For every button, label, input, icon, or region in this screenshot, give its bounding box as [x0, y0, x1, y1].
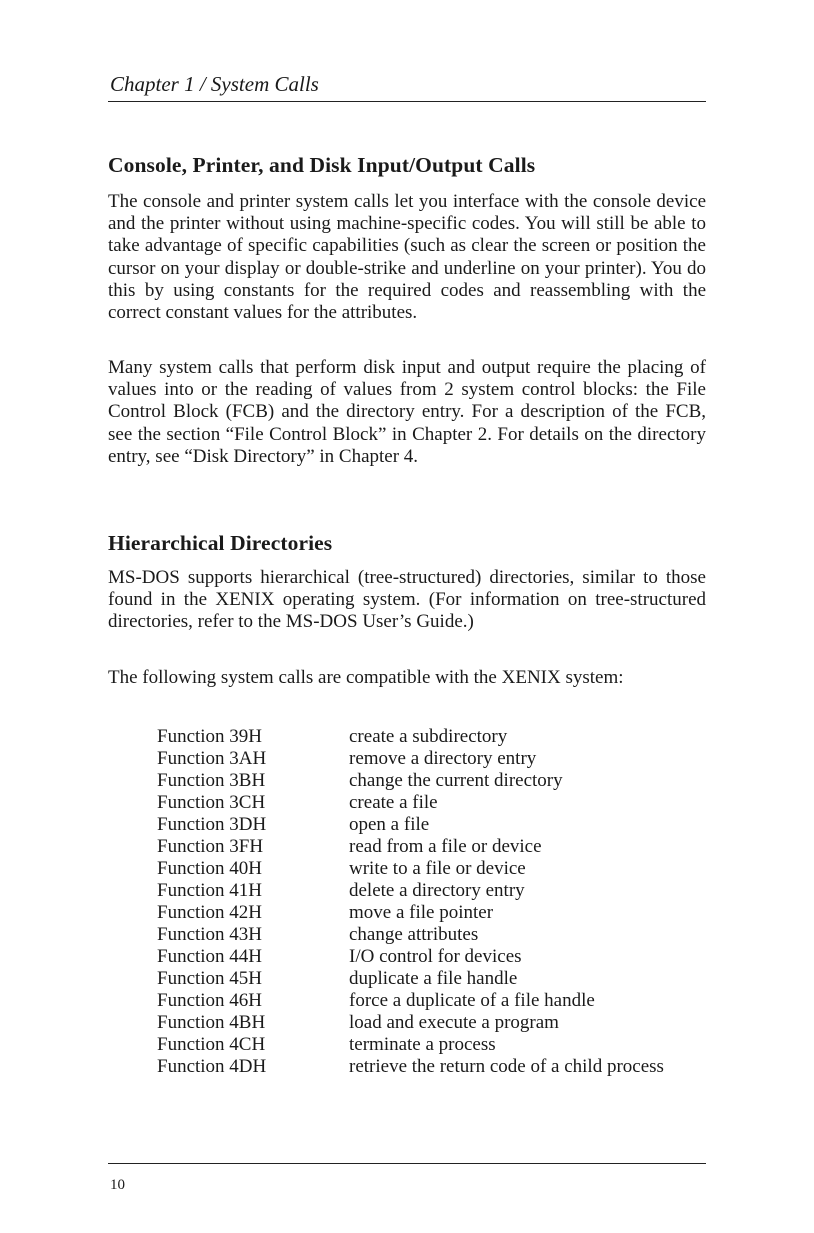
function-row-39h — [157, 726, 706, 748]
function-description: terminate a process — [349, 1034, 496, 1055]
function-description: read from a file or device — [349, 836, 542, 857]
function-description: remove a directory entry — [349, 748, 537, 769]
paragraph-xenix-compat: The following system calls are compatible with the XENIX system: — [108, 667, 624, 688]
function-name: Function 3AH — [157, 748, 267, 769]
section-heading-hierarchical-directories: Hierarchical Directories — [108, 531, 333, 555]
function-name: Function 3BH — [157, 770, 266, 791]
function-description: move a file pointer — [349, 902, 494, 923]
function-name: Function 45H — [157, 968, 263, 989]
function-name: Function 3FH — [157, 836, 264, 857]
function-name: Function 3DH — [157, 814, 267, 835]
function-row-4dh — [157, 1056, 706, 1078]
function-name: Function 4BH — [157, 1012, 266, 1033]
section-heading-console-io: Console, Printer, and Disk Input/Output Calls — [108, 153, 536, 177]
function-description: create a subdirectory — [349, 726, 508, 747]
function-description: load and execute a program — [349, 1012, 559, 1033]
function-description: I/O control for devices — [349, 946, 522, 967]
function-name: Function 41H — [157, 880, 263, 901]
function-row-3fh — [157, 836, 706, 858]
function-name: Function 4CH — [157, 1034, 266, 1055]
function-row-46h — [157, 990, 706, 1012]
function-row-4bh — [157, 1012, 706, 1034]
function-row-3ch — [157, 792, 706, 814]
function-row-45h — [157, 968, 706, 990]
running-head: Chapter 1 / System Calls — [110, 72, 319, 96]
function-name: Function 4DH — [157, 1056, 267, 1077]
function-description: change attributes — [349, 924, 479, 945]
paragraph-hierarchical-intro: MS-DOS supports hierarchical (tree-structured) directories, similar to those found in the XENIX operating system. (For information on tree-structured directories, refer to the MS-DOS User’s Guide.) — [108, 567, 706, 633]
function-row-42h — [157, 902, 706, 924]
header-rule — [108, 101, 706, 102]
function-row-3dh — [157, 814, 706, 836]
function-row-40h — [157, 858, 706, 880]
function-name: Function 40H — [157, 858, 263, 879]
function-description: open a file — [349, 814, 430, 835]
function-row-41h — [157, 880, 706, 902]
function-name: Function 46H — [157, 990, 263, 1011]
function-description: force a duplicate of a file handle — [349, 990, 595, 1011]
function-list — [157, 726, 706, 1078]
function-row-44h — [157, 946, 706, 968]
paragraph-disk-io: Many system calls that perform disk input and output require the placing of values into or the reading of values from 2 system control blocks: the File Control Block (FCB) and the directory entry. For a description of the FCB, see the section “File Control Block” in Chapter 2. For details on the directory entry, see “Disk Directory” in Chapter 4. — [108, 357, 706, 467]
function-name: Function 3CH — [157, 792, 266, 813]
function-description: duplicate a file handle — [349, 968, 518, 989]
function-description: retrieve the return code of a child process — [349, 1056, 664, 1077]
function-name: Function 39H — [157, 726, 263, 747]
function-description: change the current directory — [349, 770, 563, 791]
document-page — [108, 0, 706, 1233]
function-description: create a file — [349, 792, 438, 813]
function-name: Function 43H — [157, 924, 263, 945]
paragraph-console-printer: The console and printer system calls let you interface with the console device and the printer without using machine-specific codes. You will still be able to take advantage of specific capabilities (such as clear the screen or position the cursor on your display or double-strike and underline on your printer). You do this by using constants for the required codes and reassembling with the correct constant values for the attributes. — [108, 191, 706, 324]
function-name: Function 44H — [157, 946, 263, 967]
footer-rule — [108, 1163, 706, 1164]
function-name: Function 42H — [157, 902, 263, 923]
page-number: 10 — [110, 1177, 125, 1193]
function-row-3bh — [157, 770, 706, 792]
function-row-4ch — [157, 1034, 706, 1056]
function-description: delete a directory entry — [349, 880, 525, 901]
function-row-43h — [157, 924, 706, 946]
function-description: write to a file or device — [349, 858, 526, 879]
function-row-3ah — [157, 748, 706, 770]
